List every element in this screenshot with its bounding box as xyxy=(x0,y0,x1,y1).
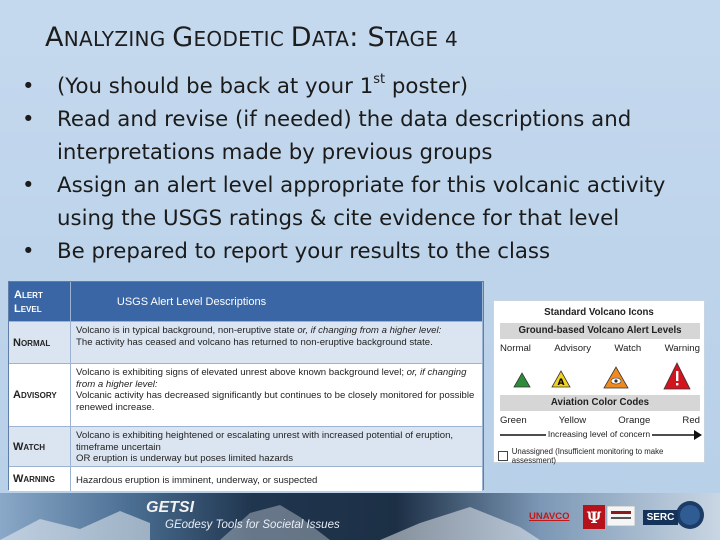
title-part: NALYZING xyxy=(63,27,173,51)
svg-text:A: A xyxy=(557,378,565,388)
title-part: TAGE 4 xyxy=(384,27,458,51)
code-green-label: Green xyxy=(500,415,527,426)
volcano-icons-row xyxy=(500,361,700,393)
desc-text: Volcano is exhibiting heightened or escalating unrest with increased potential of eruption, timeframe uncertain xyxy=(76,430,454,453)
level-label: Watch xyxy=(13,440,46,453)
unassigned-legend xyxy=(498,447,704,465)
legend-text: Unassigned (Insufficient monitoring to make assessment) xyxy=(511,447,664,465)
volcano-icons-panel xyxy=(493,300,705,463)
bullet-dot: • xyxy=(22,107,35,132)
panel-title: Standard Volcano Icons xyxy=(544,307,654,318)
title-part: EODETIC xyxy=(193,27,291,51)
svg-text:Ψ: Ψ xyxy=(586,508,602,527)
concern-text: Increasing level of concern xyxy=(547,429,651,439)
bullet-dot: • xyxy=(22,173,35,198)
bullet-item xyxy=(22,70,712,103)
bottom-banner xyxy=(0,493,720,540)
bullet-text: poster) xyxy=(385,74,469,99)
level-warning xyxy=(9,467,71,491)
slide-title xyxy=(45,22,458,53)
bullet-item xyxy=(22,235,712,268)
bullet-text: Assign an alert level appropriate for this volcanic activity xyxy=(57,173,666,198)
aviation-codes-band: Aviation Color Codes xyxy=(500,395,700,411)
title-part: A xyxy=(45,22,64,53)
concern-label xyxy=(494,429,704,439)
ground-level-labels xyxy=(500,343,700,354)
desc-watch xyxy=(71,427,483,467)
level-watch-label: Watch xyxy=(614,343,642,354)
aviation-code-labels xyxy=(500,415,700,426)
warning-volcano-icon xyxy=(664,363,690,389)
watch-volcano-icon xyxy=(604,367,628,388)
superscript: st xyxy=(373,72,386,87)
bullet-item xyxy=(22,103,712,169)
level-label: Advisory xyxy=(13,389,57,401)
level-advisory-label: Advisory xyxy=(554,343,592,354)
level-label: Normal xyxy=(13,336,51,349)
getsi-logo: GETSI xyxy=(146,499,195,516)
bullet-text: (You should be back at your 1 xyxy=(57,74,374,99)
alert-level-table xyxy=(8,281,484,490)
title-part: G xyxy=(172,22,194,53)
header-label: Level xyxy=(14,303,42,315)
level-warning-label: Warning xyxy=(664,343,700,354)
getsi-subtitle: GEodesy Tools for Societal Issues xyxy=(165,519,340,531)
desc-text: Volcano is exhibiting signs of elevated unrest above known background level; xyxy=(76,367,407,378)
bullet-dot: • xyxy=(22,239,35,264)
bullet-text: interpretations made by previous groups xyxy=(57,140,493,165)
table-header-descriptions xyxy=(71,282,483,322)
bullet-text: Read and revise (if needed) the data descriptions and xyxy=(57,107,632,132)
desc-text: Hazardous eruption is imminent, underway, or suspected xyxy=(76,474,318,486)
partner-logo-icon xyxy=(607,506,635,526)
title-part: ATA xyxy=(311,27,350,51)
serc-logo: SERC xyxy=(643,510,678,525)
desc-text: OR eruption is underway but poses limited hazards xyxy=(76,453,294,465)
level-advisory xyxy=(9,364,71,427)
bullet-text: Be prepared to report your results to the class xyxy=(57,239,551,264)
title-part: D xyxy=(290,22,312,53)
title-part: S xyxy=(367,22,385,53)
level-label: Warning xyxy=(13,473,55,485)
unavco-logo: UNAVCO xyxy=(529,511,570,522)
desc-text: Volcano is in typical background, non-eruptive state xyxy=(76,325,298,336)
desc-advisory xyxy=(71,364,483,427)
bullet-text: using the USGS ratings & cite evidence for that level xyxy=(57,206,620,231)
desc-warning xyxy=(71,467,483,491)
bullet-dot: • xyxy=(22,74,35,99)
code-yellow-label: Yellow xyxy=(558,415,587,426)
title-part: : xyxy=(349,22,368,53)
indiana-logo-icon xyxy=(583,505,605,529)
desc-text: The activity has ceased and volcano has returned to non-eruptive background state. xyxy=(76,336,433,348)
header-label: Alert xyxy=(14,289,43,301)
level-watch xyxy=(9,427,71,467)
code-red-label: Red xyxy=(682,415,700,426)
normal-volcano-icon xyxy=(514,373,530,387)
bullet-list xyxy=(22,70,712,268)
code-orange-label: Orange xyxy=(618,415,651,426)
desc-text: Volcanic activity has decreased significantly but continues to be closely monitored for possible renewed increase. xyxy=(76,390,475,413)
desc-text: or, if changing from a higher level: xyxy=(297,325,442,336)
table-header-level xyxy=(9,282,71,322)
ground-levels-band: Ground-based Volcano Alert Levels xyxy=(500,323,700,339)
level-normal xyxy=(9,322,71,364)
level-normal-label: Normal xyxy=(500,343,531,354)
header-label: USGS Alert Level Descriptions xyxy=(116,295,267,308)
desc-normal xyxy=(71,322,483,364)
desc-text: or, if changing from a higher level: xyxy=(76,367,467,390)
advisory-volcano-icon xyxy=(552,371,570,388)
unassigned-swatch xyxy=(498,451,508,461)
bullet-item xyxy=(22,169,712,235)
